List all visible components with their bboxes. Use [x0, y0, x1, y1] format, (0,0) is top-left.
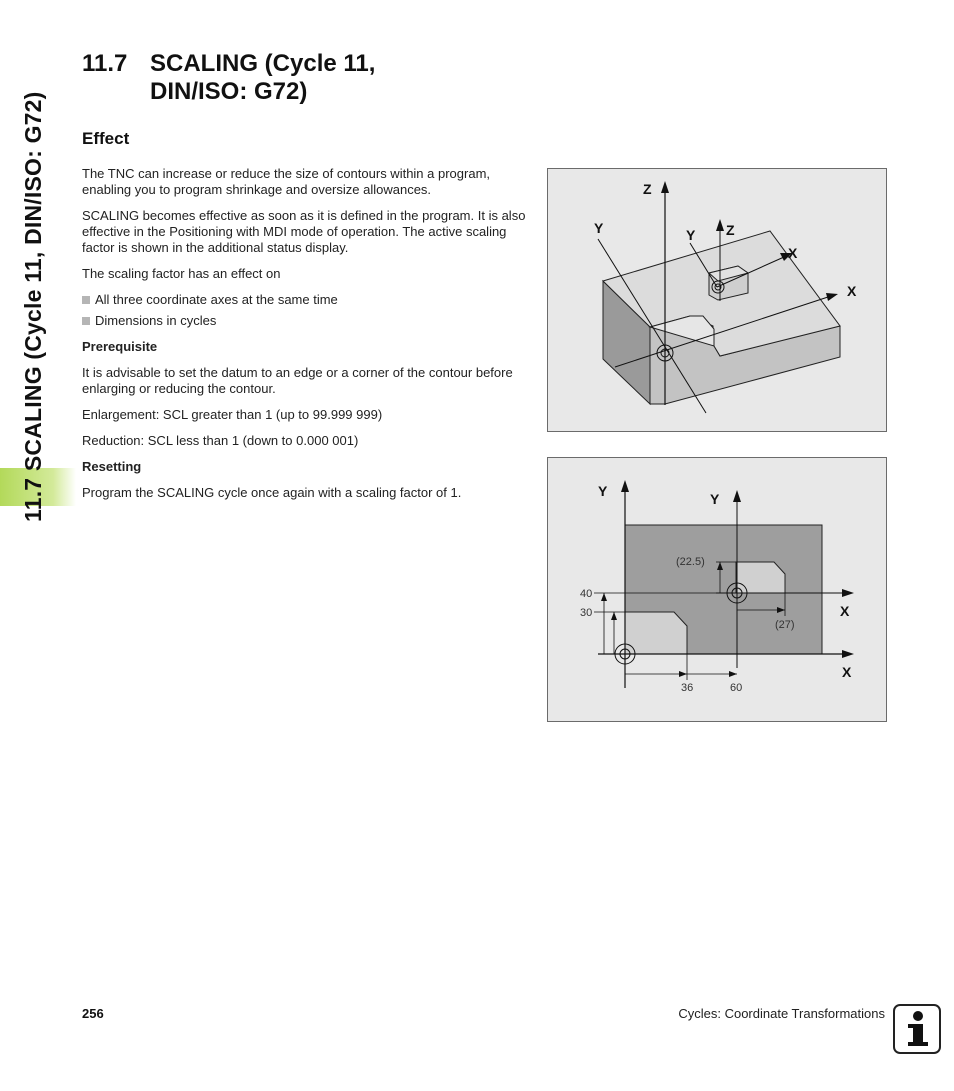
title-line-1: SCALING (Cycle 11, — [150, 50, 376, 77]
page-number: 256 — [82, 1006, 104, 1021]
axis-label-y-main: Y — [594, 220, 604, 236]
axis-label-z-main: Z — [643, 181, 652, 197]
dimension-36: 36 — [681, 682, 694, 694]
paragraph: Reduction: SCL less than 1 (down to 0.000 001) — [82, 433, 359, 448]
axis-label-x-main: X — [847, 283, 857, 299]
paragraph: The scaling factor has an effect on — [82, 266, 281, 281]
paragraph: Enlargement: SCL greater than 1 (up to 99.999 999) — [82, 407, 383, 422]
axis-label-x-lower: X — [842, 664, 852, 680]
info-icon — [893, 1004, 941, 1054]
dimension-60: 60 — [730, 682, 743, 694]
paragraph: SCALING becomes effective as soon as it is defined in the program. It is also effective in the Positioning with MDI mode of operation. The active scaling factor is shown in the additional status display. — [82, 208, 526, 255]
title-line-2: DIN/ISO: G72) — [150, 78, 308, 105]
body-text — [82, 166, 527, 511]
subheading-prerequisite: Prerequisite — [82, 339, 158, 354]
section-heading: Effect — [82, 129, 130, 148]
paragraph: Program the SCALING cycle once again with a scaling factor of 1. — [82, 485, 462, 500]
bullet-square-icon — [82, 296, 90, 304]
subheading-resetting: Resetting — [82, 459, 142, 474]
page-title — [82, 50, 375, 106]
axis-label-z-small: Z — [726, 222, 735, 238]
dimension-30: 30 — [580, 607, 593, 619]
chapter-side-title: 11.7 SCALING (Cycle 11, DIN/ISO: G72) — [20, 91, 46, 522]
axis-label-y-left: Y — [598, 483, 608, 499]
dimension-27: (27) — [775, 619, 795, 631]
axis-label-y-small: Y — [686, 227, 696, 243]
axis-label-y-right: Y — [710, 491, 720, 507]
footer-chapter-title: Cycles: Coordinate Transformations — [678, 1006, 885, 1021]
axis-label-x-small: X — [788, 245, 798, 261]
axis-label-x-upper: X — [840, 603, 850, 619]
figure-3d-drawing — [548, 169, 886, 431]
section-number: 11.7 — [82, 50, 128, 77]
paragraph: The TNC can increase or reduce the size of contours within a program, enabling you to program shrinkage and oversize allowances. — [82, 166, 491, 197]
dimension-40: 40 — [580, 588, 593, 600]
figure-2d-drawing — [548, 458, 886, 721]
paragraph: It is advisable to set the datum to an edge or a corner of the contour before enlarging or reducing the contour. — [82, 365, 513, 396]
bullet-item: Dimensions in cycles — [82, 313, 527, 329]
bullet-square-icon — [82, 317, 90, 325]
bullet-item: All three coordinate axes at the same time — [82, 292, 527, 308]
figure-2d-scaling — [547, 457, 887, 722]
dimension-22-5: (22.5) — [676, 556, 705, 568]
figure-3d-scaling — [547, 168, 887, 432]
